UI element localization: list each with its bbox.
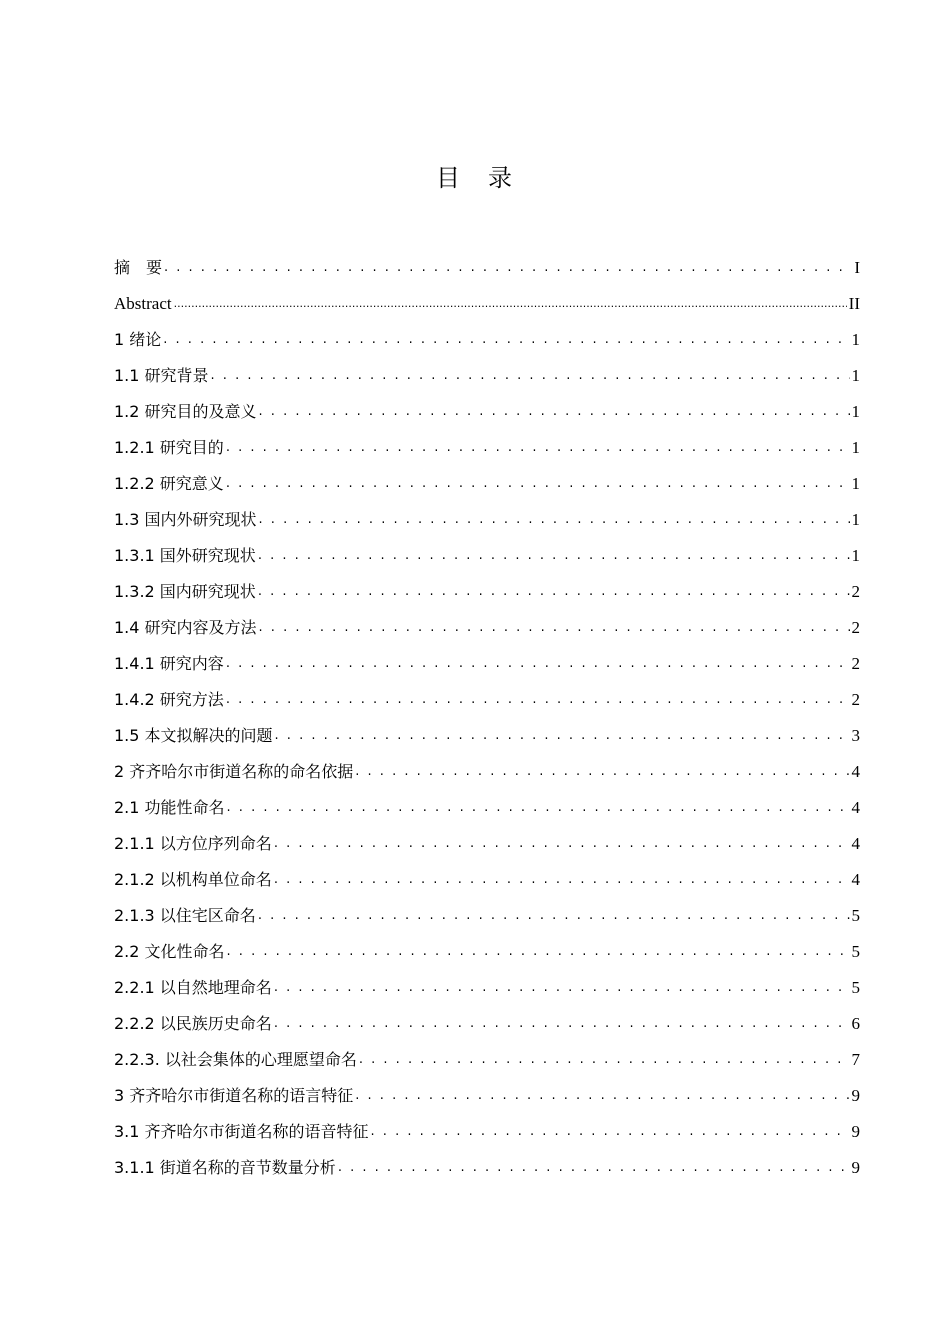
toc-entry-page: 9	[851, 1086, 860, 1105]
toc-entry	[114, 898, 860, 934]
toc-title: 目 录	[436, 164, 514, 192]
toc-leader-dots	[226, 438, 850, 458]
toc-leader-dots	[355, 762, 849, 782]
toc-leader-dots	[258, 906, 850, 926]
toc-entry-page: 5	[851, 978, 860, 997]
toc-entry-label: 1.1 研究背景	[114, 366, 209, 385]
toc-entry	[114, 430, 860, 466]
toc-entry-page: 2	[851, 690, 860, 709]
toc-entry	[114, 826, 860, 862]
toc-entry	[114, 574, 860, 610]
toc-entry-page: 3	[851, 726, 860, 745]
toc-entry	[114, 970, 860, 1006]
toc-entry-label: 1.4.2 研究方法	[114, 690, 224, 709]
toc-entry-label: 3.1.1 街道名称的音节数量分析	[114, 1158, 336, 1177]
toc-entry-label: 1.3.2 国内研究现状	[114, 582, 256, 601]
toc-entry	[114, 394, 860, 430]
toc-entry	[114, 286, 860, 322]
toc-entry-label: 2.1 功能性命名	[114, 798, 225, 817]
toc-entry-label: 1.3 国内外研究现状	[114, 510, 257, 529]
toc-entry	[114, 1042, 860, 1078]
toc-leader-dots	[174, 294, 847, 314]
toc-entry	[114, 1078, 860, 1114]
toc-entry-page: 4	[851, 870, 860, 889]
toc-leader-dots	[371, 1122, 850, 1142]
toc-entry	[114, 682, 860, 718]
toc-entry-label: 1 绪论	[114, 330, 162, 349]
toc-entry	[114, 1006, 860, 1042]
toc-leader-dots	[259, 402, 850, 422]
toc-entry-label: 2.2.3. 以社会集体的心理愿望命名	[114, 1050, 357, 1069]
toc-leader-dots	[274, 834, 850, 854]
toc-entry-page: 1	[851, 366, 860, 385]
toc-entry-page: 7	[851, 1050, 860, 1069]
toc-entry	[114, 646, 860, 682]
toc-entry-page: 5	[851, 906, 860, 925]
toc-entry	[114, 862, 860, 898]
toc-entry	[114, 1114, 860, 1150]
toc-entry-page: 2	[851, 618, 860, 637]
toc-entry-page: 1	[851, 438, 860, 457]
toc-leader-dots	[259, 510, 850, 530]
toc-entry	[114, 1150, 860, 1186]
toc-entry-label: 2 齐齐哈尔市街道名称的命名依据	[114, 762, 354, 781]
toc-entry-page: 2	[851, 654, 860, 673]
toc-entry-page: 6	[851, 1014, 860, 1033]
toc-entry-label: 1.4.1 研究内容	[114, 654, 224, 673]
toc-leader-dots	[275, 726, 850, 746]
toc-entry-label: 1.5 本文拟解决的问题	[114, 726, 273, 745]
toc-entry	[114, 466, 860, 502]
toc-leader-dots	[226, 690, 850, 710]
toc-leader-dots	[259, 618, 850, 638]
toc-entry-label: 1.3.1 国外研究现状	[114, 546, 256, 565]
toc-leader-dots	[163, 330, 849, 350]
toc-leader-dots	[226, 654, 850, 674]
toc-entry-label: 摘 要	[114, 258, 163, 277]
toc-entry	[114, 718, 860, 754]
toc-entry	[114, 538, 860, 574]
toc-entry-page: 1	[851, 330, 860, 349]
toc-entry-page: 2	[851, 582, 860, 601]
toc-entry-page: II	[848, 294, 860, 313]
toc-entry	[114, 250, 860, 286]
toc-leader-dots	[211, 366, 850, 386]
toc-entry-page: 4	[851, 762, 860, 781]
toc-leader-dots	[274, 978, 850, 998]
toc-entry-page: 9	[851, 1122, 860, 1141]
toc-entry	[114, 358, 860, 394]
toc-leader-dots	[164, 258, 852, 278]
toc-entry-page: 1	[851, 474, 860, 493]
table-of-contents	[114, 250, 860, 1186]
toc-entry-label: 2.1.1 以方位序列命名	[114, 834, 272, 853]
toc-entry-label: 2.2.1 以自然地理命名	[114, 978, 272, 997]
toc-entry-page: 1	[851, 402, 860, 421]
toc-leader-dots	[226, 474, 850, 494]
toc-entry-page: 5	[851, 942, 860, 961]
toc-leader-dots	[355, 1086, 849, 1106]
toc-entry	[114, 610, 860, 646]
toc-leader-dots	[359, 1050, 850, 1070]
toc-entry-label: 1.2 研究目的及意义	[114, 402, 257, 421]
toc-entry	[114, 754, 860, 790]
toc-entry-label: 2.2 文化性命名	[114, 942, 225, 961]
toc-entry-label: 3.1 齐齐哈尔市街道名称的语音特征	[114, 1122, 369, 1141]
toc-entry	[114, 322, 860, 358]
toc-entry-label: 2.1.2 以机构单位命名	[114, 870, 272, 889]
toc-entry	[114, 790, 860, 826]
toc-entry-label: Abstract	[114, 294, 172, 313]
toc-leader-dots	[258, 582, 850, 602]
toc-leader-dots	[274, 1014, 850, 1034]
toc-entry-page: I	[854, 258, 860, 277]
toc-entry	[114, 502, 860, 538]
toc-entry-label: 3 齐齐哈尔市街道名称的语言特征	[114, 1086, 354, 1105]
toc-entry-page: 1	[851, 546, 860, 565]
toc-entry-page: 4	[851, 834, 860, 853]
toc-leader-dots	[227, 798, 850, 818]
toc-entry-label: 1.4 研究内容及方法	[114, 618, 257, 637]
toc-entry-label: 2.1.3 以住宅区命名	[114, 906, 256, 925]
toc-entry-label: 1.2.2 研究意义	[114, 474, 224, 493]
toc-leader-dots	[227, 942, 850, 962]
toc-entry-page: 9	[851, 1158, 860, 1177]
toc-leader-dots	[338, 1158, 850, 1178]
toc-entry-label: 2.2.2 以民族历史命名	[114, 1014, 272, 1033]
toc-entry-label: 1.2.1 研究目的	[114, 438, 224, 457]
toc-entry-page: 1	[851, 510, 860, 529]
toc-leader-dots	[274, 870, 850, 890]
toc-entry	[114, 934, 860, 970]
toc-entry-page: 4	[851, 798, 860, 817]
toc-leader-dots	[258, 546, 850, 566]
